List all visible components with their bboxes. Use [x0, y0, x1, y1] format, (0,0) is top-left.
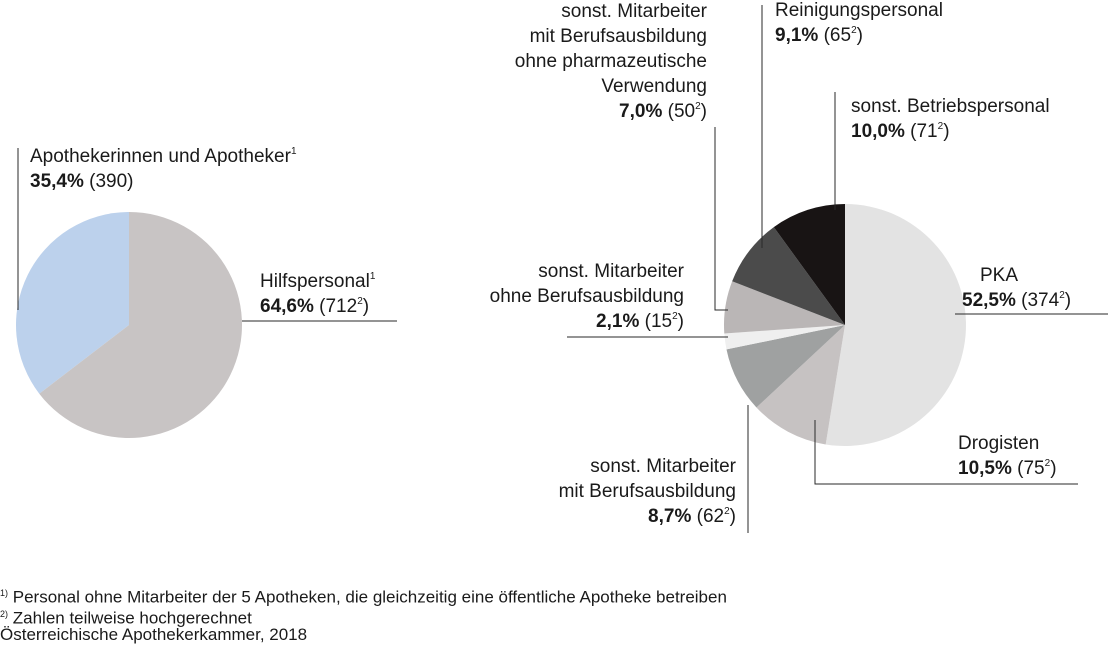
- slice-name-line: sonst. Mitarbeiter: [590, 456, 736, 477]
- slice-count: (374: [1021, 290, 1060, 311]
- slice-percent: 35,4%: [30, 171, 84, 192]
- label-apotheker: [30, 146, 297, 192]
- slice-name: Reinigungspersonal: [775, 0, 943, 21]
- slice-count: (75: [1017, 458, 1045, 479]
- svg-text:9,1% (652): 9,1% $(65^2)$: [775, 25, 863, 46]
- footnote-text: Zahlen teilweise hochgerechnet: [12, 608, 252, 628]
- slice-count: (15: [644, 311, 673, 332]
- slice-count: (62: [696, 506, 725, 527]
- slice-count: (50: [667, 101, 696, 122]
- footnote-mark: 1): [0, 588, 9, 598]
- pie-left: [16, 212, 242, 438]
- source-note: Österreichische Apothekerkammer, 2018: [0, 625, 308, 644]
- slice-percent: 9,1%: [775, 25, 819, 46]
- svg-text:35,4% (390): [30, 171, 134, 192]
- slice-percent: 52,5%: [962, 290, 1016, 311]
- slice-percent: 10,5%: [958, 458, 1012, 479]
- svg-text:Apothekerinnen und Apotheker1: Apothekerinnen und Apotheker$^1$: [30, 146, 297, 167]
- slice-count: (65: [823, 25, 852, 46]
- pie-slice-pka: [826, 204, 966, 446]
- svg-text:10,5% (752): 10,5% $(75^2)$: [958, 458, 1057, 479]
- leader-ohne-pharm: [715, 127, 728, 310]
- svg-text:10,0% (712): 10,0% $(71^2)$: [851, 121, 950, 142]
- slice-name: Hilfspersonal: [260, 271, 370, 292]
- label-pka: [962, 265, 1071, 311]
- slice-name: sonst. Betriebspersonal: [851, 96, 1050, 117]
- label-betrieb: [851, 96, 1050, 142]
- slice-name-line: Verwendung: [601, 76, 707, 97]
- svg-text:8,7% (622): 8,7% $(62^2)$: [648, 506, 736, 527]
- slice-name: PKA: [980, 265, 1019, 286]
- slice-percent: 8,7%: [648, 506, 692, 527]
- pie-right: [724, 204, 966, 446]
- slice-name-line: mit Berufsausbildung: [558, 481, 736, 502]
- label-drogisten: [958, 433, 1057, 479]
- slice-name-line: sonst. Mitarbeiter: [538, 261, 684, 282]
- slice-count: (390): [89, 171, 134, 192]
- svg-text:64,6% (7122): 64,6% $(712^2)$: [260, 296, 370, 317]
- footnote-mark: 2): [0, 609, 9, 619]
- svg-text:2,1% (152): 2,1% $(15^2)$: [596, 311, 684, 332]
- label-hilfspersonal: [260, 271, 376, 317]
- slice-percent: 64,6%: [260, 296, 314, 317]
- slice-name-line: ohne Berufsausbildung: [489, 286, 684, 307]
- slice-name-line: mit Berufsausbildung: [529, 26, 707, 47]
- label-ohne-berufsausbildung: [490, 261, 685, 332]
- footnote-text: Personal ohne Mitarbeiter der 5 Apotheken, die gleichzeitig eine öffentliche Apotheke betreiben: [12, 587, 727, 607]
- label-mit-berufsausbildung: [559, 456, 737, 527]
- slice-count: (712: [319, 296, 358, 317]
- slice-name-line: sonst. Mitarbeiter: [561, 1, 707, 22]
- label-reinigung: [775, 0, 943, 46]
- label-ohne-pharm: [515, 1, 708, 122]
- slice-name: Drogisten: [958, 433, 1040, 454]
- slice-percent: 7,0%: [619, 101, 663, 122]
- svg-text:Hilfspersonal1: Hilfspersonal$^1$: [260, 271, 376, 292]
- slice-name: Apothekerinnen und Apotheker: [30, 146, 291, 167]
- slice-name-line: ohne pharmazeutische: [514, 51, 707, 72]
- svg-text:52,5% (3742): 52,5% $(374^2)$: [962, 290, 1072, 311]
- slice-count: (71: [910, 121, 938, 142]
- slice-percent: 10,0%: [851, 121, 905, 142]
- slice-percent: 2,1%: [596, 311, 640, 332]
- svg-text:7,0% (502): 7,0% $(50^2)$: [619, 101, 707, 122]
